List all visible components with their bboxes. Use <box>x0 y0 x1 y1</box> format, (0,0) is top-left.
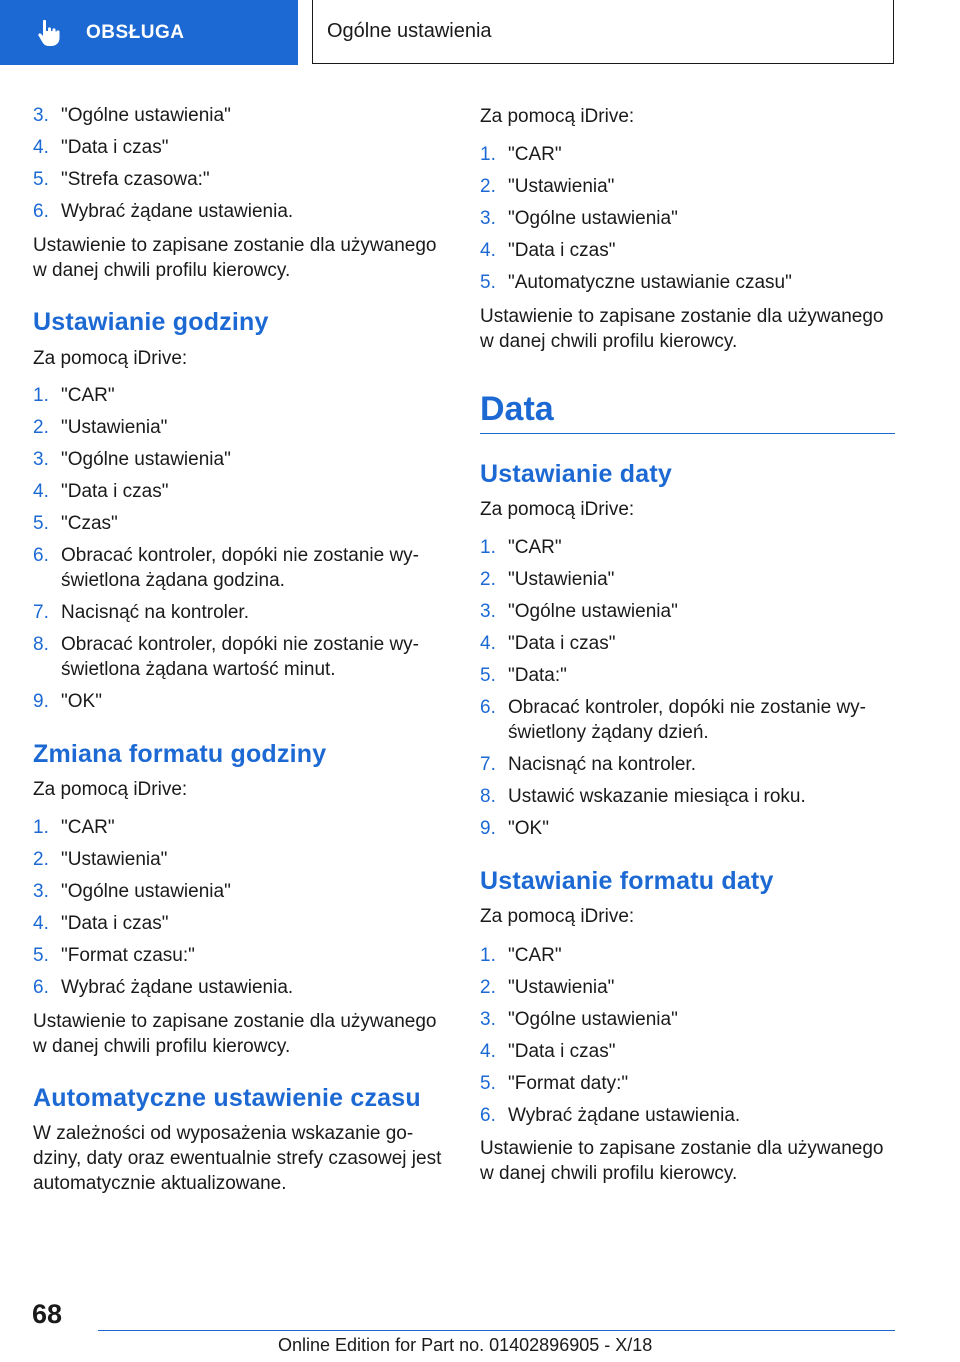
note-line: w danej chwili profilu kierowcy. <box>33 1036 291 1057</box>
pointing-hand-icon <box>34 18 64 48</box>
heading-divider <box>480 433 895 434</box>
heading-set-date: Ustawianie daty <box>480 460 672 488</box>
body-line: automatycznie aktualizowane. <box>33 1173 287 1194</box>
page-number: 68 <box>32 1299 63 1329</box>
note-line: w danej chwili profilu kierowcy. <box>480 331 738 352</box>
intro-text: Za pomocą iDrive: <box>480 906 635 927</box>
chapter-heading-date: Data <box>480 390 554 428</box>
intro-text: Za pomocą iDrive: <box>33 779 188 800</box>
note-line: Ustawienie to zapisane zostanie dla używanego <box>480 1138 884 1159</box>
note-line: Ustawienie to zapisane zostanie dla używanego <box>480 306 884 327</box>
heading-set-time: Ustawianie godziny <box>33 308 269 336</box>
body-line: W zależności od wyposażenia wskazanie go- <box>33 1123 414 1144</box>
chapter-title: Ogólne ustawienia <box>327 20 492 42</box>
heading-auto-time: Automatyczne ustawienie czasu <box>33 1084 421 1112</box>
heading-date-format: Ustawianie formatu daty <box>480 867 774 895</box>
body-line: dziny, daty oraz ewentualnie strefy czasowej jest <box>33 1148 442 1169</box>
heading-time-format: Zmiana formatu godziny <box>33 740 327 768</box>
intro-text: Za pomocą iDrive: <box>480 499 635 520</box>
intro-text: Za pomocą iDrive: <box>480 106 635 127</box>
section-tab[interactable] <box>0 0 298 65</box>
note-line: Ustawienie to zapisane zostanie dla używanego <box>33 235 437 256</box>
note-line: w danej chwili profilu kierowcy. <box>33 260 291 281</box>
note-line: w danej chwili profilu kierowcy. <box>480 1163 738 1184</box>
note-line: Ustawienie to zapisane zostanie dla używanego <box>33 1011 437 1032</box>
footer-edition: Online Edition for Part no. 01402896905 - X/18 <box>278 1335 653 1355</box>
chapter-title-box <box>312 0 894 64</box>
intro-text: Za pomocą iDrive: <box>33 348 188 369</box>
footer-divider <box>98 1330 895 1331</box>
section-tab-label: OBSŁUGA <box>86 21 185 43</box>
